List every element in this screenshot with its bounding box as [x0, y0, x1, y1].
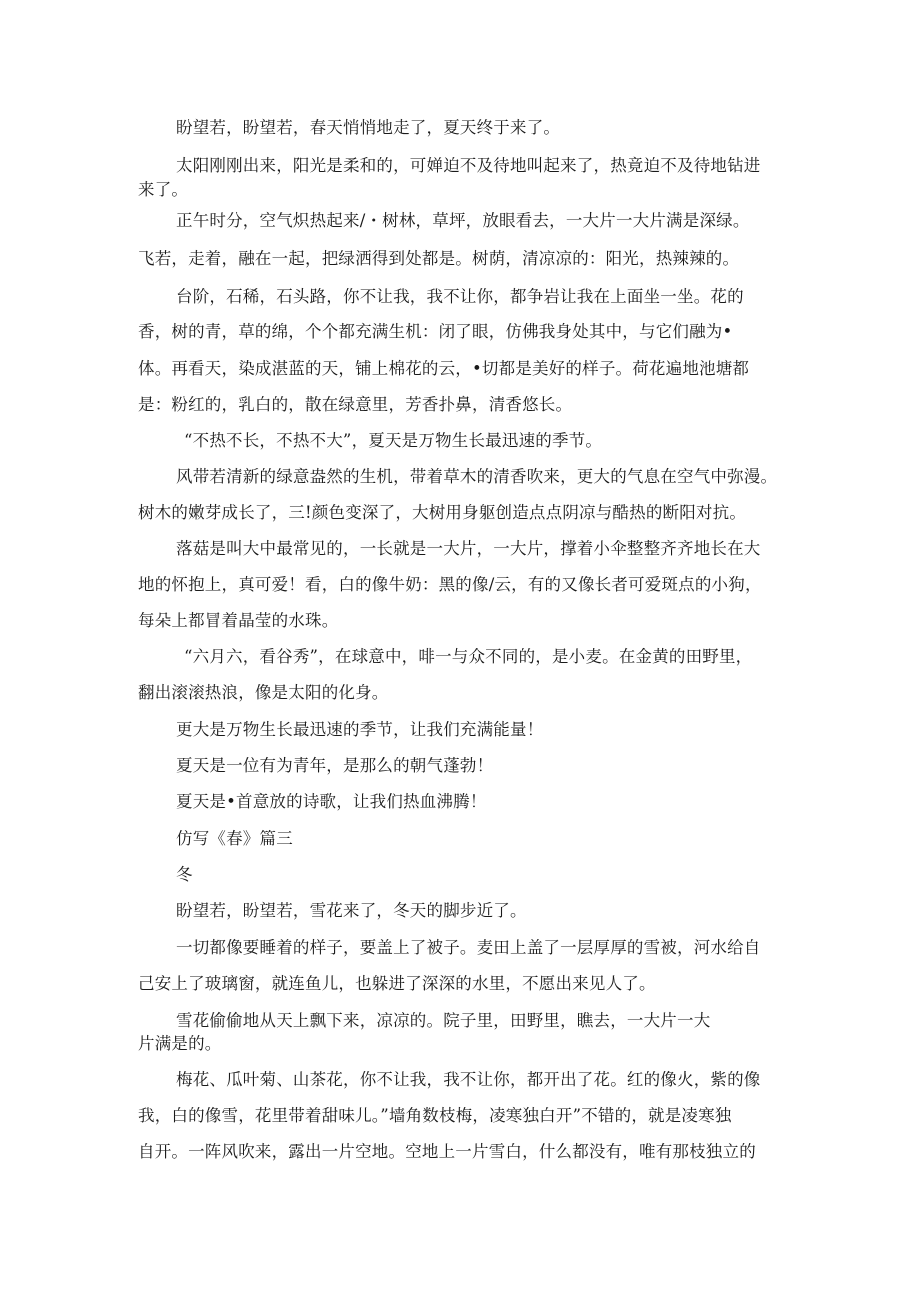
section-heading: 仿写《春》篇三 [176, 829, 293, 848]
text-line: 更大是万物生长最迅速的季节，让我们充满能量！ [176, 720, 544, 739]
text-line: 夏天是一位有为青年，是那么的朝气蓬勃！ [176, 756, 494, 775]
text-line: 来了。 [138, 180, 189, 199]
text-line: 雪花偷偷地从天上飘下来，凉凉的。院子里，田野里，瞧去，一大片一大 [176, 1011, 711, 1030]
text-line: 香，树的青，草的绵，个个都充满生机：闭了眼，仿佛我身处其中，与它们融为• [138, 322, 733, 341]
text-line: 台阶，石稀，石头路，你不让我，我不让你，都争岩让我在上面坐一坐。花的 [176, 287, 744, 306]
text-line: 盼望若，盼望若，雪花来了，冬天的脚步近了。 [176, 901, 527, 920]
text-line: 风带若清新的绿意盎然的生机，带着草木的清香吹来，更大的气息在空气中弥漫。 [176, 467, 778, 486]
text-line: 体。再看天，染成湛蓝的天，铺上棉花的云，•切都是美好的样子。荷花遍地池塘都 [138, 359, 750, 378]
text-line: 飞若，走着，融在一起，把绿洒得到处都是。树荫，清凉凉的：阳光，热辣辣的。 [138, 249, 740, 268]
text-line: 片满是的。 [138, 1034, 222, 1053]
text-line: 是：粉红的，乳白的，散在绿意里，芳香扑鼻，清香悠长。 [138, 395, 573, 414]
text-line: “六月六，看谷秀”，在球意中，啡一与众不同的，是小麦。在金黄的田野里， [184, 647, 753, 666]
text-line: 正午时分，空气炽热起来/・树林，草坪，放眼看去，一大片一大片满是深绿。 [176, 211, 750, 230]
text-line: 夏天是•首意放的诗歌，让我们热血沸腾！ [176, 792, 487, 811]
text-line: 我，白的像雪，花里带着甜味儿。”墙角数枝梅，凌寒独白开”不错的，就是凌寒独 [138, 1106, 732, 1125]
text-line: 盼望若，盼望若，春天悄悄地走了，夏天终于来了。 [176, 118, 561, 137]
text-line: 自开。一阵风吹来，露出一片空地。空地上一片雪白，什么都没有，唯有那枝独立的 [138, 1142, 756, 1161]
text-line: 一切都像要睡着的样子，要盖上了被子。麦田上盖了一层厚厚的雪被，河水给自 [176, 938, 761, 957]
text-line: 太阳刚刚出来，阳光是柔和的，可婵迫不及待地叫起来了，热竟迫不及待地钻进 [176, 156, 761, 175]
text-line: 翻出滚滚热浪，像是太阳的化身。 [138, 683, 389, 702]
text-line: 每朵上都冒着晶莹的水珠。 [138, 611, 339, 630]
text-line: 己安上了玻璃窗，就连鱼儿，也躲进了深深的水里，不愿出来见人了。 [138, 974, 656, 993]
text-line: 地的怀抱上，真可爱！看，白的像牛奶：黑的像/云，有的又像长者可爱斑点的小狗， [138, 575, 762, 594]
text-line: 梅花、瓜叶菊、山茶花，你不让我，我不让你，都开出了花。红的像火，紫的像 [176, 1070, 761, 1089]
text-line: 树木的嫩芽成长了，三!颜色变深了，大树用身躯创造点点阴凉与酷热的断阳对抗。 [138, 503, 747, 522]
text-line: “不热不长，不热不大”，夏天是万物生长最迅速的季节。 [184, 431, 603, 450]
text-line: 落菇是叫大中最常见的，一长就是一大片，一大片，撑着小伞整整齐齐地长在大 [176, 539, 761, 558]
section-subheading: 冬 [176, 865, 193, 884]
